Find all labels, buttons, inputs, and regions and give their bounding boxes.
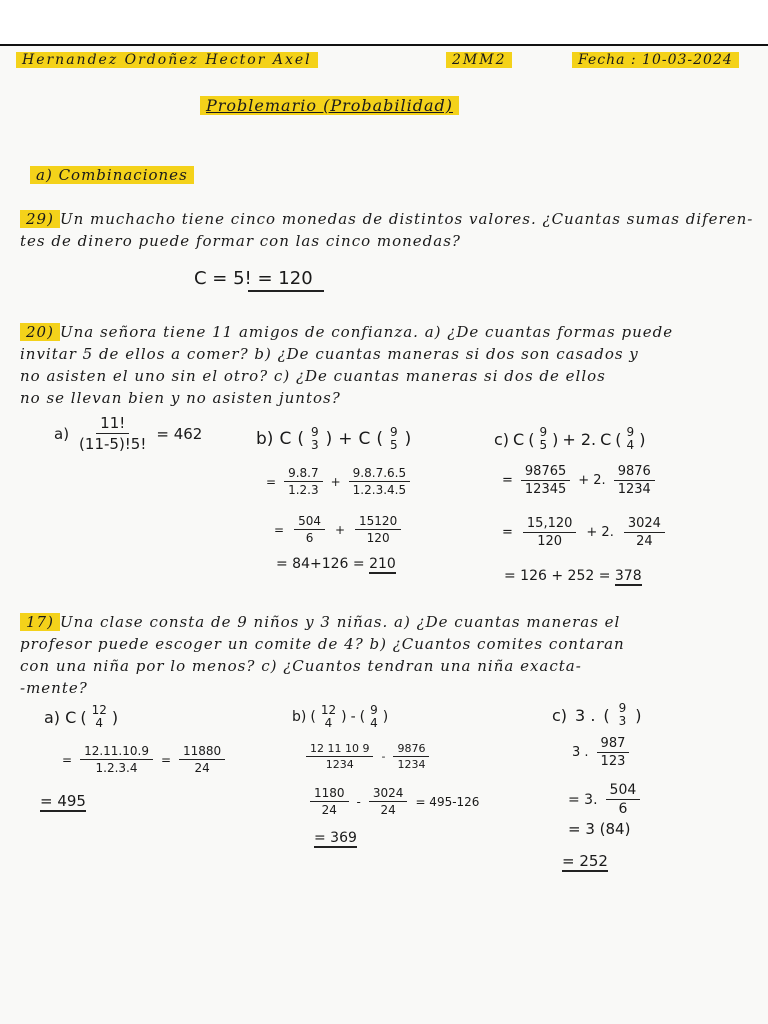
problem-text-line: profesor puede escoger un comite de 4? b) ¿Cuantos comites contaran — [20, 635, 625, 653]
fraction — [75, 414, 150, 453]
denominator: (11-5)!5! — [79, 435, 147, 453]
page-title: Problemario (Probabilidad) — [200, 96, 459, 115]
problem-text-line: Una señora tiene 11 amigos de confianza. a) ¿De cuantas formas puede — [59, 323, 674, 341]
binom-top: 9 — [539, 425, 548, 439]
result: = 252 — [562, 852, 608, 870]
numerator: 3024 — [624, 516, 665, 533]
answer-underline — [248, 290, 324, 292]
denominator: 6 — [618, 801, 628, 817]
binomial — [311, 426, 319, 452]
sum: = 126 + 252 = — [504, 568, 611, 584]
denominator: 1.2.3.4 — [95, 761, 138, 775]
fraction — [393, 742, 429, 771]
operator: - — [381, 750, 386, 763]
fraction — [179, 744, 225, 775]
problem-29 — [20, 208, 760, 252]
operator: + 2. — [586, 525, 614, 540]
problem-text-line: no asisten el uno sin el otro? c) ¿De cuantas maneras si dos de ellos — [20, 367, 606, 385]
numerator: 9.8.7 — [284, 466, 323, 482]
numerator: 12.11.10.9 — [80, 744, 153, 760]
problem-number: 17) — [20, 613, 60, 631]
numerator: 9876 — [614, 464, 655, 481]
operator: - — [350, 709, 356, 725]
operator: + — [334, 522, 346, 537]
operator: + — [338, 429, 353, 449]
equals: = — [502, 525, 513, 540]
denominator: 24 — [194, 761, 210, 775]
equals: = — [62, 752, 73, 767]
binom-top: 9 — [310, 425, 319, 439]
sum: = 84+126 = — [276, 556, 365, 572]
fraction — [521, 464, 570, 497]
solution-20b-result — [276, 556, 396, 572]
binomial — [370, 704, 378, 730]
denominator: 1234 — [325, 758, 354, 771]
operator: + — [330, 474, 341, 489]
part-label: a) C — [44, 707, 77, 727]
binom-top: 9 — [618, 701, 627, 715]
fraction — [523, 516, 577, 549]
denominator: 1.2.3.4.5 — [352, 483, 407, 497]
numerator: 1180 — [310, 786, 349, 802]
binomial — [321, 704, 336, 730]
combination-symbol: C — [358, 429, 371, 449]
operator: + 2. — [562, 429, 597, 449]
denominator: 1234 — [617, 482, 651, 497]
problem-number: 29) — [20, 210, 60, 228]
denominator: 120 — [537, 534, 563, 549]
part-label: b) — [256, 429, 274, 449]
solution-17b-step2 — [310, 786, 479, 817]
equals: = — [502, 473, 513, 488]
operator: + 2. — [578, 473, 606, 488]
binom-bottom: 5 — [539, 438, 548, 452]
numerator: 504 — [294, 514, 325, 530]
binom-bottom: 4 — [95, 716, 104, 730]
operator: 3 . — [572, 745, 589, 760]
solution-20b-step2 — [274, 514, 401, 545]
section-heading: a) Combinaciones — [30, 166, 194, 184]
fraction — [624, 516, 665, 549]
student-name: Hernandez Ordoñez Hector Axel — [16, 52, 318, 68]
problem-text-line: invitar 5 de ellos a comer? b) ¿De cuantas maneras si dos son casados y — [20, 345, 639, 363]
problem-text-line: -mente? — [20, 679, 88, 697]
numerator: 98765 — [521, 464, 570, 481]
solution-20b-step1 — [266, 466, 410, 497]
problem-text-line: no se llevan bien y no asisten juntos? — [20, 389, 341, 407]
solution-20c-step1 — [502, 464, 655, 497]
numerator: 987 — [597, 736, 630, 753]
solution-17c-result — [562, 852, 608, 870]
denominator: 12345 — [524, 482, 567, 497]
binom-top: 9 — [390, 425, 398, 439]
part-label: c) — [494, 429, 510, 449]
equals: = — [266, 474, 277, 489]
result: 378 — [614, 568, 642, 584]
binom-bottom: 3 — [310, 438, 319, 452]
fraction — [597, 736, 630, 769]
binom-top: 12 — [320, 703, 337, 717]
numerator: 12 11 10 9 — [306, 742, 373, 757]
denominator: 24 — [636, 534, 653, 549]
part-label: b) — [292, 709, 307, 725]
fraction — [310, 786, 349, 817]
denominator: 1.2.3 — [288, 483, 319, 497]
solution-17c-step1 — [572, 736, 629, 769]
fraction — [606, 782, 641, 817]
solution-20c-result — [504, 568, 642, 584]
combination-symbol: C — [279, 429, 292, 449]
problem-number: 20) — [20, 323, 60, 341]
problem-20 — [20, 321, 760, 409]
date-label: Fecha : 10-03-2024 — [572, 52, 739, 68]
numerator: 11880 — [179, 744, 225, 760]
answer-29: C = 5! = 120 — [194, 268, 313, 289]
binomial — [627, 426, 635, 452]
binom-bottom: 5 — [390, 438, 398, 452]
denominator: 6 — [305, 531, 314, 545]
binomial — [92, 704, 107, 730]
numerator: 15120 — [355, 514, 401, 530]
fraction — [369, 786, 408, 817]
operator: - — [356, 794, 361, 809]
binomial — [619, 702, 627, 728]
solution-20c-header: c) C ( 9 5 ) + 2. C ( 9 4 ) — [494, 425, 646, 452]
notebook-page — [0, 46, 768, 1024]
part-label: a) — [54, 424, 70, 443]
solution-17c-step2 — [568, 782, 640, 817]
combination-symbol: C — [513, 429, 525, 449]
equals: = — [160, 752, 172, 767]
solution-20b-header: b) C ( 9 3 ) + C ( 9 5 ) — [256, 425, 412, 452]
fraction — [80, 744, 153, 775]
binom-bottom: 4 — [370, 716, 378, 730]
result: = 369 — [314, 830, 357, 846]
equals: = — [274, 522, 285, 537]
group-label: 2MM2 — [446, 52, 512, 68]
numerator: 11! — [96, 414, 129, 434]
denominator: 120 — [366, 531, 390, 545]
fraction — [284, 466, 323, 497]
solution-17b-header: b) ( 12 4 ) - ( 9 4 ) — [292, 703, 389, 730]
binom-bottom: 3 — [618, 714, 627, 728]
problem-text-line: Un muchacho tiene cinco monedas de distintos valores. ¿Cuantas sumas diferen- — [59, 210, 754, 228]
fraction — [349, 466, 410, 497]
binom-top: 9 — [626, 425, 635, 439]
solution-20a — [54, 414, 202, 453]
solution-17a-result — [40, 792, 86, 810]
fraction — [294, 514, 325, 545]
problem-text-line: con una niña por lo menos? c) ¿Cuantos tendran una niña exacta- — [20, 657, 582, 675]
problem-text-line: Una clase consta de 9 niños y 3 niñas. a) ¿De cuantas maneras el — [59, 613, 621, 631]
problem-text-line: tes de dinero puede formar con las cinco monedas? — [20, 232, 461, 250]
numerator: 3024 — [369, 786, 408, 802]
combination-symbol: C — [600, 429, 612, 449]
solution-17b-step1 — [306, 742, 429, 771]
operator: 3 . — [575, 705, 596, 725]
problem-17 — [20, 611, 760, 699]
denominator: 1234 — [397, 758, 426, 771]
prefix: = 3. — [568, 791, 598, 808]
top-bar — [0, 0, 768, 46]
binom-bottom: 4 — [324, 716, 333, 730]
fraction — [614, 464, 655, 497]
result: 210 — [369, 556, 396, 572]
solution-17b-result — [314, 830, 357, 846]
difference: = 495-126 — [415, 794, 480, 809]
denominator: 123 — [600, 754, 626, 769]
result: = 462 — [156, 424, 203, 443]
numerator: 9.8.7.6.5 — [349, 466, 410, 482]
part-label: c) — [552, 705, 568, 725]
numerator: 504 — [606, 782, 641, 800]
binom-bottom: 4 — [626, 438, 635, 452]
solution-17c-header: c) 3 . ( 9 3 ) — [552, 701, 642, 728]
numerator: 15,120 — [523, 516, 577, 533]
result: = 495 — [40, 792, 86, 810]
denominator: 24 — [380, 803, 396, 817]
fraction — [355, 514, 401, 545]
binom-top: 9 — [370, 703, 378, 717]
solution-20c-step2 — [502, 516, 665, 549]
binom-top: 12 — [91, 703, 107, 717]
solution-17c-step3: = 3 (84) — [568, 820, 631, 838]
fraction — [306, 742, 373, 771]
denominator: 24 — [321, 803, 337, 817]
binomial — [390, 426, 398, 452]
solution-17a-step1 — [62, 744, 225, 775]
solution-17a-header: a) C ( 12 4 ) — [44, 703, 119, 730]
binomial — [539, 426, 547, 452]
numerator: 9876 — [393, 742, 429, 757]
